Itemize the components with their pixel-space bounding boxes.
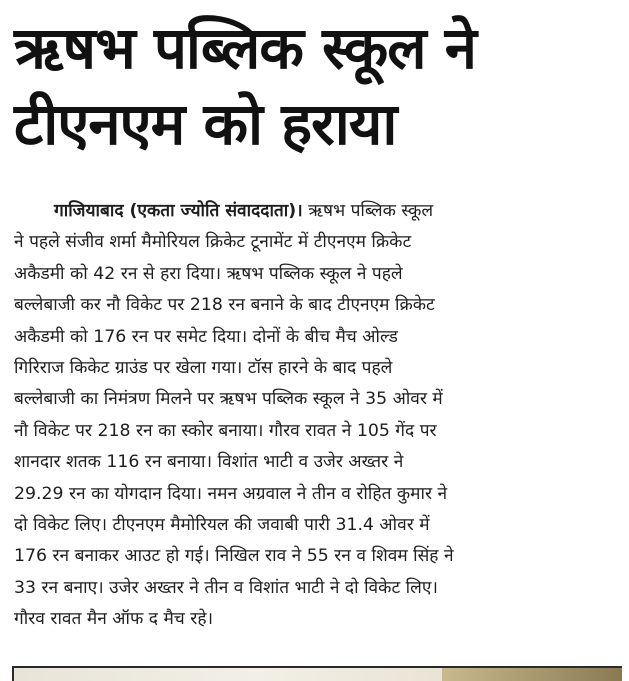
body-line-14: गौरव रावत मैन ऑफ द मैच रहे। — [14, 609, 214, 630]
body-line-1 — [14, 196, 622, 227]
headline — [14, 10, 619, 162]
body-line-1-text: ऋषभ पब्लिक स्कूल — [308, 201, 434, 221]
body-line-2: ने पहले संजीव शर्मा मैमोरियल क्रिकेट टूनामेंट में टीएनएम क्रिकेट — [14, 232, 412, 253]
body-line-7: बल्लेबाजी का निमंत्रण मिलने पर ऋषभ पब्लिक स्कूल ने 35 ओवर में — [14, 389, 443, 410]
article-body — [14, 196, 622, 636]
body-line-4: बल्लेबाजी कर नौ विकेट पर 218 रन बनाने के बाद टीएनएम क्रिकेट — [14, 295, 435, 316]
body-line-11: दो विकेट लिए। टीएनएम मैमोरियल की जवाबी पारी 31.4 ओवर में — [14, 515, 430, 536]
body-line-5: अकैडमी को 176 रन पर समेट दिया। दोनों के बीच मैच ओल्ड — [14, 326, 398, 347]
photo-strip — [442, 668, 622, 681]
body-line-13: 33 रन बनाए। उजेर अख्तर ने तीन व विशांत भाटी ने दो विकेट लिए। — [14, 577, 438, 598]
body-line-8: नौ विकेट पर 218 रन का स्कोर बनाया। गौरव रावत ने 105 गेंद पर — [14, 420, 437, 441]
body-line-9: शानदार शतक 116 रन बनाया। विशांत भाटी व उजेर अख्तर ने — [14, 452, 404, 473]
body-line-12: 176 रन बनाकर आउट हो गई। निखिल राव ने 55 रन व शिवम सिंह ने — [14, 546, 454, 567]
body-line-3: अकैडमी को 42 रन से हरा दिया। ऋषभ पब्लिक स्कूल ने पहले — [14, 263, 403, 284]
headline-line-1: ऋषभ पब्लिक स्कूल ने — [14, 14, 476, 82]
dateline: गाजियाबाद (एकता ज्योति संवाददाता)। — [54, 201, 303, 221]
body-line-6: गिरिराज किकेट ग्राउंड पर खेला गया। टॉस हारने के बाद पहले — [14, 358, 393, 379]
body-line-10: 29.29 रन का योगदान दिया। नमन अग्रवाल ने तीन व रोहित कुमार ने — [14, 483, 448, 504]
headline-line-2: टीएनएम को हराया — [14, 90, 397, 158]
